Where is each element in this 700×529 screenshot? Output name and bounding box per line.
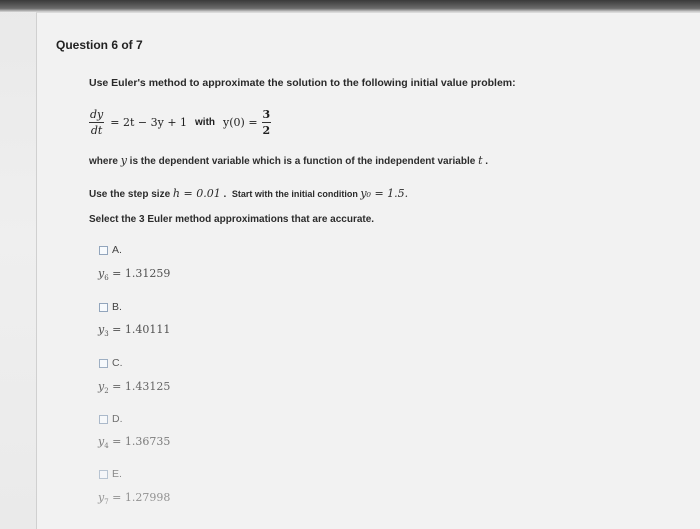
- initial-condition-value: y₀ = 1.5.: [360, 187, 409, 200]
- option-b-value: $y_3 = 1.40111$: [98, 323, 171, 339]
- dy-numerator: dy: [90, 107, 104, 121]
- option-e[interactable]: [99, 468, 122, 480]
- step-size-value: h = 0.01: [172, 187, 221, 200]
- option-a-label: A.: [112, 244, 122, 256]
- option-b-checkbox[interactable]: [99, 303, 108, 312]
- ode-right-side: = 2t − 3y + 1: [110, 115, 188, 129]
- option-e-checkbox[interactable]: [99, 470, 108, 479]
- step-size-instruction: Use the step size h = 0.01 . Start with the initial condition y₀ = 1.5.: [89, 187, 409, 200]
- ic-denominator: 2: [262, 123, 271, 137]
- initial-value-fraction: [262, 108, 272, 137]
- option-d-value: $y_4 = 1.36735$: [98, 435, 171, 451]
- ode-equation: [89, 100, 273, 144]
- independent-variable: t: [478, 154, 483, 167]
- dt-denominator: dt: [90, 123, 103, 137]
- select-instruction: Select the 3 Euler method approximations that are accurate.: [89, 214, 375, 225]
- dy-dt-fraction: [89, 108, 104, 137]
- option-e-value: $y_7 = 1.27998$: [98, 491, 171, 507]
- dependent-variable: y: [120, 154, 127, 167]
- option-c[interactable]: [99, 357, 123, 369]
- option-d-label: D.: [112, 413, 123, 425]
- ic-numerator: 3: [262, 107, 271, 121]
- option-b-label: B.: [112, 301, 122, 313]
- option-c-value: $y_2 = 1.43125$: [98, 380, 171, 396]
- option-d-checkbox[interactable]: [99, 415, 108, 424]
- option-b[interactable]: [99, 301, 122, 313]
- top-bezel: [0, 0, 700, 12]
- question-prompt: Use Euler's method to approximate the solution to the following initial value problem:: [89, 77, 516, 89]
- option-a-value: $y_6 = 1.31259$: [98, 267, 171, 283]
- option-e-label: E.: [112, 468, 122, 480]
- question-counter: Question 6 of 7: [56, 38, 143, 52]
- option-c-label: C.: [112, 357, 123, 369]
- option-a[interactable]: [99, 244, 122, 256]
- option-c-checkbox[interactable]: [99, 359, 108, 368]
- option-d[interactable]: [99, 413, 123, 425]
- option-a-checkbox[interactable]: [99, 246, 108, 255]
- with-word: with: [195, 116, 216, 128]
- variable-description: where y is the dependent variable which is a function of the independent variable t .: [89, 154, 489, 167]
- initial-condition-lhs: y(0) =: [223, 115, 258, 129]
